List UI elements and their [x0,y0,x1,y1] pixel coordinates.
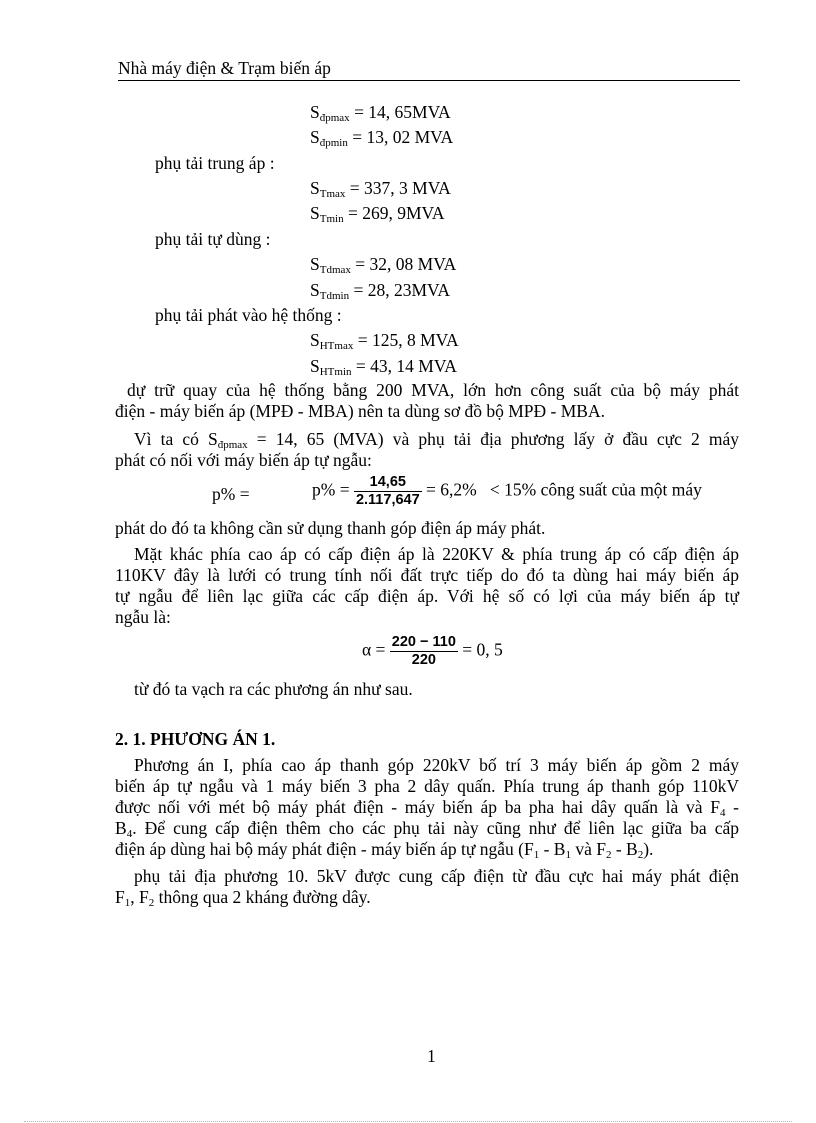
fraction-alpha: $\frac{220 - 110}{220}$ [391,634,456,668]
equation-s-td-max: $S_{Tdmax} = 32$, 08 MVA [310,254,457,276]
fraction-p: $\frac{14,65}{2.117,647}$ [355,474,420,508]
page-number: 1 [427,1046,436,1066]
formula-alpha: α = $\frac{220 - 110}{220}$ = 0, 5 [362,634,503,668]
formula-p-left: p% = [212,484,250,504]
page-bottom-divider [24,1121,792,1122]
label-he-thong: phụ tải phát vào hệ thống : [155,305,342,325]
label-trung-ap: phụ tải trung áp : [155,153,275,173]
paragraph-phu-tai-dia-phuong: phụ tải địa phương 10. 5kV được cung cấp điện từ đầu cực hai máy phát điện $F_1$, $F_2$ thông qua 2 kháng đường dây. [115,866,739,909]
header-title: Nhà máy điện & Trạm biến áp [118,58,331,78]
formula-p-percent: p% = $\frac{14,65}{2.117,647}$ = 6,2% < 15% công suất của một máy [312,474,702,508]
paragraph-mat-khac: Mặt khác phía cao áp có cấp điện áp là 220KV & phía trung áp có cấp điện áp 110KV đây là lưới có trung tính nối đất trực tiếp do đó ta dùng hai máy biến áp tự ngẫu để liên lạc giữa các cấp điện áp. Với hệ số có lợi của máy biến áp tự ngẫu là: [115,544,739,627]
equation-s-t-min: $S_{Tmin} = 269$, 9MVA [310,203,445,225]
equation-s-dp-max: $S_{đpmax} = 14$, 65MVA [310,102,451,124]
equation-s-t-max: $S_{Tmax} = 337$, 3 MVA [310,178,451,200]
paragraph-phuong-an-1: Phương án I, phía cao áp thanh góp 220kV bố trí 3 máy biến áp gồm 2 máy biến áp tự ngẫu và 1 máy biến 3 pha 2 dây quấn. Phía trung áp thanh góp 110kV được nối với mét bộ máy phát điện - máy biến áp ba pha hai dây quấn là và $F_4$ - $B_4$. Để cung cấp điện thêm cho các phụ tải này cũng như để liên lạc giữa ba cấp điện áp dùng hai bộ máy phát điện - máy biến áp tự ngẫu ($F_1 - B_1$ và $F_2 - B_2$). [115,755,740,861]
label-tu-dung: phụ tải tự dùng : [155,229,271,249]
paragraph-vach-ra: từ đó ta vạch ra các phương án như sau. [134,679,413,699]
equation-s-dp-min: $S_{đpmin} = 13$, 02 MVA [310,127,454,149]
equation-s-ht-max: $S_{HTmax} = 125$, 8 MVA [310,330,459,352]
equation-s-td-min: $S_{Tdmin} = 28$, 23MVA [310,280,451,302]
paragraph-du-tru: dự trữ quay của hệ thống bằng 200 MVA, lớn hơn công suất của bộ máy phát điện - máy biến áp (MPĐ - MBA) nên ta dùng sơ đồ bộ MPĐ - MBA. [115,380,739,421]
page-header [118,58,740,81]
section-heading: 2. 1. PHƯƠNG ÁN 1. [115,729,276,749]
paragraph-vi-ta-co: Vì ta có $S_{đpmax} = 14$, 65 (MVA) và phụ tải địa phương lấy ở đầu cực 2 máy phát có nối với máy biến áp tự ngẫu: [115,429,739,470]
equation-s-ht-min: $S_{HTmin} = 43$, 14 MVA [310,356,457,378]
paragraph-phat-do-do: phát do đó ta không cần sử dụng thanh góp điện áp máy phát. [115,518,546,538]
